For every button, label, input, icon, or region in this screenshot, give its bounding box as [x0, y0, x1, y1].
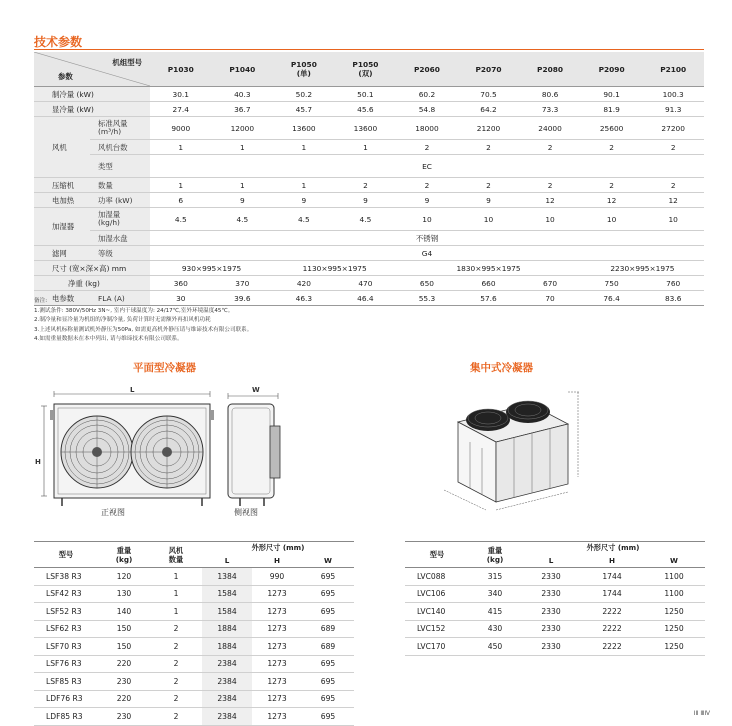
value-cell: 2222: [581, 603, 643, 621]
value-cell: 1: [212, 178, 274, 193]
row-label: 显冷量 (kW): [34, 102, 150, 117]
model-header: P2080: [519, 52, 581, 87]
spec-table: [34, 52, 704, 306]
value-cell: 70.5: [458, 87, 520, 102]
group-label-heater: 电加热: [34, 193, 90, 208]
model-cell: LVC152: [405, 620, 469, 638]
value-cell: 2: [150, 708, 202, 726]
table-row: [405, 585, 705, 603]
value-cell: 18000: [396, 117, 458, 140]
value-cell: 1250: [643, 620, 705, 638]
value-cell: 10: [581, 208, 643, 231]
value-cell: 2384: [202, 690, 252, 708]
value-cell: 12000: [212, 117, 274, 140]
value-cell: 30.1: [150, 87, 212, 102]
row-fan-count: [34, 140, 704, 155]
value-cell: 70: [519, 291, 581, 306]
flat-condenser-front-view: [34, 388, 224, 513]
value-cell: 2: [150, 655, 202, 673]
value-cell: 650: [396, 276, 458, 291]
value-cell: 695: [302, 603, 354, 621]
value-cell: 39.6: [212, 291, 274, 306]
value-cell: 470: [335, 276, 397, 291]
model-header: P2060: [396, 52, 458, 87]
value-cell: 2330: [521, 568, 581, 586]
header-param-label: 参数: [58, 72, 73, 81]
value-cell: 1884: [202, 620, 252, 638]
value-cell: 2: [335, 178, 397, 193]
group-label-compressor: 压缩机: [34, 178, 90, 193]
dim-L-label: L: [130, 386, 135, 394]
table-row: [405, 638, 705, 656]
value-cell: 1384: [202, 568, 252, 586]
flat-table-header-row-1: [34, 542, 354, 555]
value-cell: 1: [212, 140, 274, 155]
col-header-L: L: [202, 554, 252, 568]
value-cell: 1: [150, 603, 202, 621]
col-header-weight: 重量 (kg): [469, 542, 521, 568]
value-cell: 695: [302, 690, 354, 708]
model-cell: LSF62 R3: [34, 620, 98, 638]
fan-left: [61, 416, 133, 488]
row-sensible: [34, 102, 704, 117]
value-cell: 990: [252, 568, 302, 586]
value-cell: 13600: [335, 117, 397, 140]
value-cell: 1273: [252, 673, 302, 691]
table-row: [34, 655, 354, 673]
flat-condenser-table: [34, 541, 354, 726]
value-cell: 40.3: [212, 87, 274, 102]
row-fan-airflow: [34, 117, 704, 140]
col-header-dims: 外形尺寸 (mm): [586, 543, 640, 552]
size-value: 930×995×1975: [150, 261, 273, 276]
value-cell: 140: [98, 603, 150, 621]
value-cell: 9: [458, 193, 520, 208]
diagonal-header-cell: [34, 52, 150, 86]
value-cell: 415: [469, 603, 521, 621]
value-cell: 12: [581, 193, 643, 208]
value-cell: 340: [469, 585, 521, 603]
col-header-fans: 风机 数量: [150, 542, 202, 568]
col-header-model: 型号: [405, 542, 469, 568]
value-cell: 25600: [581, 117, 643, 140]
central-table-header-row-1: [405, 542, 705, 555]
row-label: 尺寸 (宽×深×高) mm: [34, 261, 150, 276]
value-cell: 2: [150, 638, 202, 656]
value-cell: 55.3: [396, 291, 458, 306]
pan-value: 不锈钢: [150, 231, 704, 246]
model-cell: LVC088: [405, 568, 469, 586]
model-header: P1050 (单): [273, 52, 335, 87]
value-cell: 100.3: [642, 87, 704, 102]
value-cell: 695: [302, 568, 354, 586]
model-cell: LSF85 R3: [34, 673, 98, 691]
row-label: 标准风量 (m³/h): [90, 117, 150, 140]
row-label: 类型: [90, 155, 150, 178]
value-cell: 9: [335, 193, 397, 208]
col-header-L: L: [521, 554, 581, 568]
value-cell: 2222: [581, 620, 643, 638]
value-cell: 2: [150, 673, 202, 691]
row-fan-type: [34, 155, 704, 178]
central-table-body: [405, 568, 705, 656]
value-cell: 1744: [581, 585, 643, 603]
row-humidifier-pan: [34, 231, 704, 246]
top-fan-2: [506, 401, 550, 423]
central-condenser-table: [405, 541, 705, 656]
value-cell: 45.6: [335, 102, 397, 117]
value-cell: 420: [273, 276, 335, 291]
value-cell: 60.2: [396, 87, 458, 102]
value-cell: 27200: [642, 117, 704, 140]
value-cell: 4.5: [273, 208, 335, 231]
model-header: P1030: [150, 52, 212, 87]
col-header-weight: 重量 (kg): [98, 542, 150, 568]
corner-mark: ⅠⅡ ⅢⅣ: [693, 710, 710, 717]
value-cell: 1273: [252, 655, 302, 673]
central-condenser-drawing: [440, 382, 590, 517]
value-cell: 27.4: [150, 102, 212, 117]
value-cell: 120: [98, 568, 150, 586]
value-cell: 760: [642, 276, 704, 291]
flat-condenser-title: 平面型冷凝器: [133, 362, 196, 374]
value-cell: 220: [98, 655, 150, 673]
value-cell: 695: [302, 585, 354, 603]
value-cell: 670: [519, 276, 581, 291]
title-divider: [34, 49, 704, 50]
value-cell: 24000: [519, 117, 581, 140]
group-label-filter: 滤网: [34, 246, 90, 261]
value-cell: 2: [519, 140, 581, 155]
value-cell: 1100: [643, 568, 705, 586]
value-cell: 90.1: [581, 87, 643, 102]
value-cell: 9: [273, 193, 335, 208]
row-label: 净重 (kg): [34, 276, 150, 291]
table-row: [34, 690, 354, 708]
row-label: 加湿量 (kg/h): [90, 208, 150, 231]
value-cell: 13600: [273, 117, 335, 140]
header-model-label: 机组型号: [112, 58, 142, 67]
value-cell: 2384: [202, 655, 252, 673]
value-cell: 1273: [252, 690, 302, 708]
model-cell: LSF76 R3: [34, 655, 98, 673]
value-cell: 1273: [252, 620, 302, 638]
value-cell: 2330: [521, 638, 581, 656]
value-cell: 315: [469, 568, 521, 586]
value-cell: 1584: [202, 585, 252, 603]
value-cell: 1100: [643, 585, 705, 603]
size-value: 1830×995×1975: [396, 261, 581, 276]
value-cell: 1884: [202, 638, 252, 656]
value-cell: 12: [519, 193, 581, 208]
model-cell: LDF85 R3: [34, 708, 98, 726]
value-cell: 2: [581, 140, 643, 155]
model-cell: LSF70 R3: [34, 638, 98, 656]
table-row: [34, 620, 354, 638]
value-cell: 46.4: [335, 291, 397, 306]
flat-condenser-side-view: [220, 388, 295, 513]
page-title: 技术参数: [34, 35, 83, 49]
value-cell: 4.5: [150, 208, 212, 231]
value-cell: 1: [150, 178, 212, 193]
model-cell: LDF76 R3: [34, 690, 98, 708]
value-cell: 130: [98, 585, 150, 603]
value-cell: 12: [642, 193, 704, 208]
central-condenser-title: 集中式冷凝器: [470, 362, 533, 374]
value-cell: 150: [98, 620, 150, 638]
value-cell: 2: [519, 178, 581, 193]
value-cell: 9000: [150, 117, 212, 140]
value-cell: 4.5: [335, 208, 397, 231]
table-row: [34, 638, 354, 656]
value-cell: 36.7: [212, 102, 274, 117]
value-cell: 430: [469, 620, 521, 638]
table-row: [34, 708, 354, 726]
value-cell: 1: [273, 178, 335, 193]
value-cell: 230: [98, 708, 150, 726]
row-label: 制冷量 (kW): [34, 87, 150, 102]
model-cell: LVC170: [405, 638, 469, 656]
value-cell: 2384: [202, 673, 252, 691]
value-cell: 10: [519, 208, 581, 231]
value-cell: 220: [98, 690, 150, 708]
table-row: [34, 603, 354, 621]
row-label: FLA (A): [90, 291, 150, 306]
side-view-caption: 侧视图: [234, 508, 258, 517]
value-cell: 6: [150, 193, 212, 208]
value-cell: 1273: [252, 638, 302, 656]
value-cell: 2: [458, 178, 520, 193]
value-cell: 1584: [202, 603, 252, 621]
value-cell: 1744: [581, 568, 643, 586]
value-cell: 2330: [521, 620, 581, 638]
value-cell: 10: [396, 208, 458, 231]
value-cell: 21200: [458, 117, 520, 140]
col-header-W: W: [643, 554, 705, 568]
value-cell: 2: [581, 178, 643, 193]
value-cell: 91.3: [642, 102, 704, 117]
model-cell: LVC140: [405, 603, 469, 621]
row-label: 数量: [90, 178, 150, 193]
notes-block: [34, 297, 252, 345]
value-cell: 695: [302, 708, 354, 726]
table-row: [405, 568, 705, 586]
value-cell: 2: [642, 178, 704, 193]
value-cell: 30: [150, 291, 212, 306]
value-cell: 64.2: [458, 102, 520, 117]
value-cell: 1: [150, 568, 202, 586]
table-row: [405, 620, 705, 638]
row-humidifier-amount: [34, 208, 704, 231]
value-cell: 1: [150, 140, 212, 155]
value-cell: 2: [458, 140, 520, 155]
group-label-fan: 风机: [34, 117, 90, 178]
value-cell: 1273: [252, 708, 302, 726]
row-filter: [34, 246, 704, 261]
value-cell: 76.4: [581, 291, 643, 306]
row-label: 风机台数: [90, 140, 150, 155]
value-cell: 1: [335, 140, 397, 155]
value-cell: 50.1: [335, 87, 397, 102]
model-cell: LSF42 R3: [34, 585, 98, 603]
col-header-H: H: [252, 554, 302, 568]
note-line: 备注:: [34, 298, 48, 304]
top-fan-1: [466, 409, 510, 431]
model-header: P1050 (双): [335, 52, 397, 87]
value-cell: 2330: [521, 603, 581, 621]
value-cell: 2222: [581, 638, 643, 656]
value-cell: 360: [150, 276, 212, 291]
value-cell: 4.5: [212, 208, 274, 231]
value-cell: 54.8: [396, 102, 458, 117]
value-cell: 1273: [252, 603, 302, 621]
value-cell: 50.2: [273, 87, 335, 102]
front-view-caption: 正视图: [101, 508, 125, 517]
model-header: P2100: [642, 52, 704, 87]
note-line: 4.如需重量数据未在本中列出, 请与维谛技术有限公司联系。: [34, 336, 183, 343]
value-cell: 73.3: [519, 102, 581, 117]
model-header: P2090: [581, 52, 643, 87]
row-label: 功率 (kW): [90, 193, 150, 208]
model-header: P2070: [458, 52, 520, 87]
value-cell: 9: [212, 193, 274, 208]
col-header-W: W: [302, 554, 354, 568]
note-line: 2.制冷量和显冷量为机组的净制冷量, 负荷计算时无需额外再扣风机功耗: [34, 317, 211, 324]
row-size: [34, 261, 704, 276]
value-cell: 81.9: [581, 102, 643, 117]
value-cell: 750: [581, 276, 643, 291]
dim-W-label: W: [252, 386, 260, 394]
value-cell: 689: [302, 620, 354, 638]
row-label: 加湿水盘: [90, 231, 150, 246]
model-cell: LSF52 R3: [34, 603, 98, 621]
col-header-dims: 外形尺寸 (mm): [251, 543, 305, 552]
value-cell: 10: [458, 208, 520, 231]
value-cell: 660: [458, 276, 520, 291]
fan-type-value: EC: [150, 155, 704, 178]
row-compressor: [34, 178, 704, 193]
size-value: 1130×995×1975: [273, 261, 396, 276]
value-cell: 1273: [252, 585, 302, 603]
table-row: [34, 568, 354, 586]
value-cell: 230: [98, 673, 150, 691]
table-row: [34, 673, 354, 691]
value-cell: 695: [302, 655, 354, 673]
value-cell: 45.7: [273, 102, 335, 117]
table-row: [34, 585, 354, 603]
row-label: 等级: [90, 246, 150, 261]
value-cell: 9: [396, 193, 458, 208]
value-cell: 370: [212, 276, 274, 291]
value-cell: 1250: [643, 603, 705, 621]
model-cell: LSF38 R3: [34, 568, 98, 586]
value-cell: 1: [150, 585, 202, 603]
value-cell: 10: [642, 208, 704, 231]
spec-header-row: [34, 52, 704, 87]
value-cell: 2: [150, 620, 202, 638]
value-cell: 2384: [202, 708, 252, 726]
group-label-current: 电参数: [34, 291, 90, 306]
col-header-H: H: [581, 554, 643, 568]
group-label-humidifier: 加湿器: [34, 208, 90, 246]
value-cell: 2330: [521, 585, 581, 603]
value-cell: 1250: [643, 638, 705, 656]
note-line: 3.上述风机标称量测试机外静压为50Pa, 如需更高机外静压请与维谛技术有限公司联系。: [34, 326, 253, 333]
row-weight: [34, 276, 704, 291]
row-heater: [34, 193, 704, 208]
size-value: 2230×995×1975: [581, 261, 704, 276]
filter-value: G4: [150, 246, 704, 261]
value-cell: 80.6: [519, 87, 581, 102]
value-cell: 2: [642, 140, 704, 155]
dim-H-label: H: [35, 458, 41, 466]
flat-table-body: [34, 568, 354, 726]
value-cell: 57.6: [458, 291, 520, 306]
model-cell: LVC106: [405, 585, 469, 603]
fan-right: [131, 416, 203, 488]
row-cooling: [34, 87, 704, 102]
value-cell: 450: [469, 638, 521, 656]
value-cell: 695: [302, 673, 354, 691]
value-cell: 2: [396, 178, 458, 193]
value-cell: 46.3: [273, 291, 335, 306]
value-cell: 83.6: [642, 291, 704, 306]
value-cell: 2: [150, 690, 202, 708]
value-cell: 1: [273, 140, 335, 155]
col-header-model: 型号: [34, 542, 98, 568]
note-line: 1.测试条件: 380V/50Hz 3N~, 室内干球温度为: 24/17℃,室外环境温度45℃。: [34, 307, 234, 314]
table-row: [405, 603, 705, 621]
model-header: P1040: [212, 52, 274, 87]
value-cell: 689: [302, 638, 354, 656]
value-cell: 150: [98, 638, 150, 656]
value-cell: 2: [396, 140, 458, 155]
